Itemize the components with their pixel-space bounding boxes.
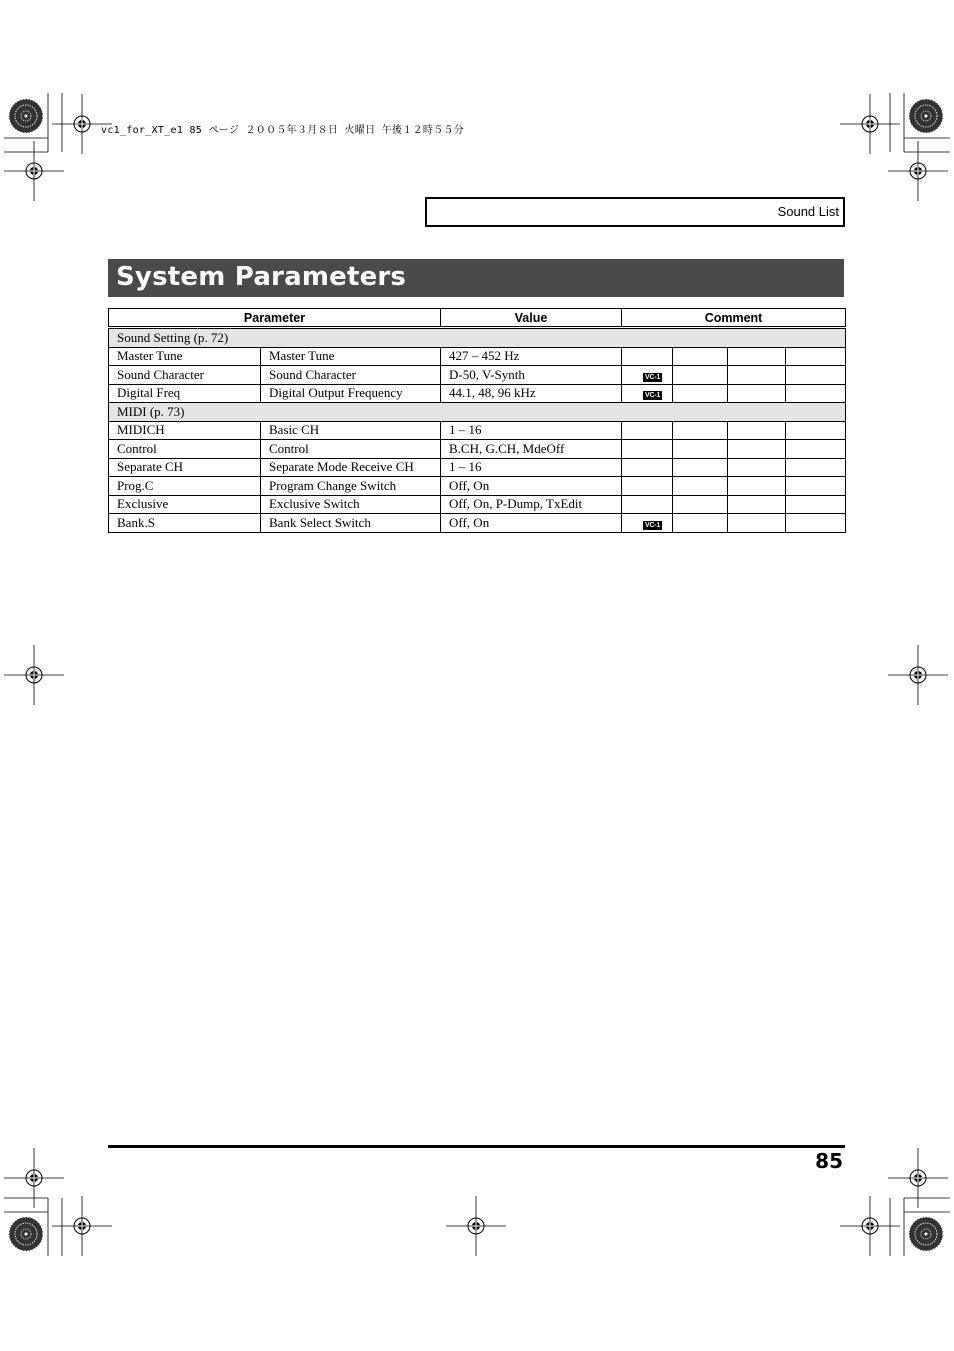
comment-cell [622, 384, 673, 403]
comment-cell [622, 458, 673, 477]
vc1-badge-icon: VC-1 [645, 373, 661, 381]
title-bar [108, 259, 844, 297]
param-full-name: Digital Output Frequency [261, 384, 441, 403]
param-full-name: Basic CH [261, 421, 441, 440]
comment-cell [622, 347, 673, 366]
print-header: vc1_for_XT_e1 85 ページ ２００５年３月８日 火曜日 午後１２時５５分 [101, 125, 465, 136]
comment-cell [622, 514, 673, 533]
table-row [109, 384, 846, 403]
starburst-mark [9, 1217, 43, 1251]
starburst-mark [909, 1217, 943, 1251]
param-short-name: Bank.S [109, 514, 261, 533]
table-row [109, 440, 846, 459]
table-row [109, 366, 846, 385]
param-short-name: Control [109, 440, 261, 459]
param-value: B.CH, G.CH, MdeOff [441, 440, 622, 459]
comment-cell [673, 421, 728, 440]
section-tab [425, 197, 845, 227]
param-short-name: Master Tune [109, 347, 261, 366]
comment-cell [728, 384, 786, 403]
table-row [109, 421, 846, 440]
comment-cell [786, 477, 846, 496]
comment-cell [673, 347, 728, 366]
group-label: Sound Setting (p. 72) [109, 328, 846, 348]
param-short-name: Sound Character [109, 366, 261, 385]
param-value: 44.1, 48, 96 kHz [441, 384, 622, 403]
comment-cell [728, 440, 786, 459]
table-row [109, 347, 846, 366]
group-row [109, 403, 846, 422]
param-full-name: Control [261, 440, 441, 459]
param-short-name: MIDICH [109, 421, 261, 440]
param-value: 1 – 16 [441, 421, 622, 440]
comment-cell [622, 477, 673, 496]
comment-cell [673, 495, 728, 514]
comment-cell [622, 421, 673, 440]
comment-cell [786, 495, 846, 514]
footer-rule [108, 1145, 845, 1148]
comment-cell [673, 440, 728, 459]
group-label: MIDI (p. 73) [109, 403, 846, 422]
section-tab-label: Sound List [777, 204, 839, 219]
param-value: 427 – 452 Hz [441, 347, 622, 366]
comment-cell [673, 458, 728, 477]
param-short-name: Exclusive [109, 495, 261, 514]
comment-cell [728, 458, 786, 477]
param-full-name: Sound Character [261, 366, 441, 385]
vc1-badge-icon: VC-1 [645, 521, 661, 529]
table-header-row [109, 309, 846, 328]
header-comment: Comment [622, 309, 846, 328]
group-row [109, 328, 846, 348]
param-value: Off, On, P-Dump, TxEdit [441, 495, 622, 514]
table-row [109, 495, 846, 514]
comment-cell [728, 347, 786, 366]
param-full-name: Program Change Switch [261, 477, 441, 496]
comment-cell [728, 514, 786, 533]
comment-cell [786, 514, 846, 533]
system-parameters-table [108, 308, 846, 533]
comment-cell [728, 421, 786, 440]
param-full-name: Master Tune [261, 347, 441, 366]
table-row [109, 477, 846, 496]
param-short-name: Separate CH [109, 458, 261, 477]
comment-cell [673, 384, 728, 403]
page-number: 85 [815, 1149, 843, 1173]
param-value: D-50, V-Synth [441, 366, 622, 385]
comment-cell [786, 421, 846, 440]
starburst-mark [9, 99, 43, 133]
vc1-badge-icon: VC-1 [645, 392, 661, 400]
comment-cell [786, 384, 846, 403]
page-title: System Parameters [116, 262, 407, 292]
comment-cell [673, 366, 728, 385]
starburst-mark [909, 99, 943, 133]
header-value: Value [441, 309, 622, 328]
param-value: Off, On [441, 514, 622, 533]
comment-cell [786, 366, 846, 385]
comment-cell [786, 440, 846, 459]
header-parameter: Parameter [109, 309, 441, 328]
table-row [109, 458, 846, 477]
param-full-name: Separate Mode Receive CH [261, 458, 441, 477]
param-value: Off, On [441, 477, 622, 496]
param-value: 1 – 16 [441, 458, 622, 477]
comment-cell [728, 477, 786, 496]
comment-cell [673, 477, 728, 496]
comment-cell [728, 366, 786, 385]
param-short-name: Prog.C [109, 477, 261, 496]
comment-cell [673, 514, 728, 533]
comment-cell [786, 458, 846, 477]
table-row [109, 514, 846, 533]
comment-cell [786, 347, 846, 366]
param-full-name: Exclusive Switch [261, 495, 441, 514]
comment-cell [622, 366, 673, 385]
param-full-name: Bank Select Switch [261, 514, 441, 533]
comment-cell [622, 495, 673, 514]
comment-cell [622, 440, 673, 459]
param-short-name: Digital Freq [109, 384, 261, 403]
comment-cell [728, 495, 786, 514]
